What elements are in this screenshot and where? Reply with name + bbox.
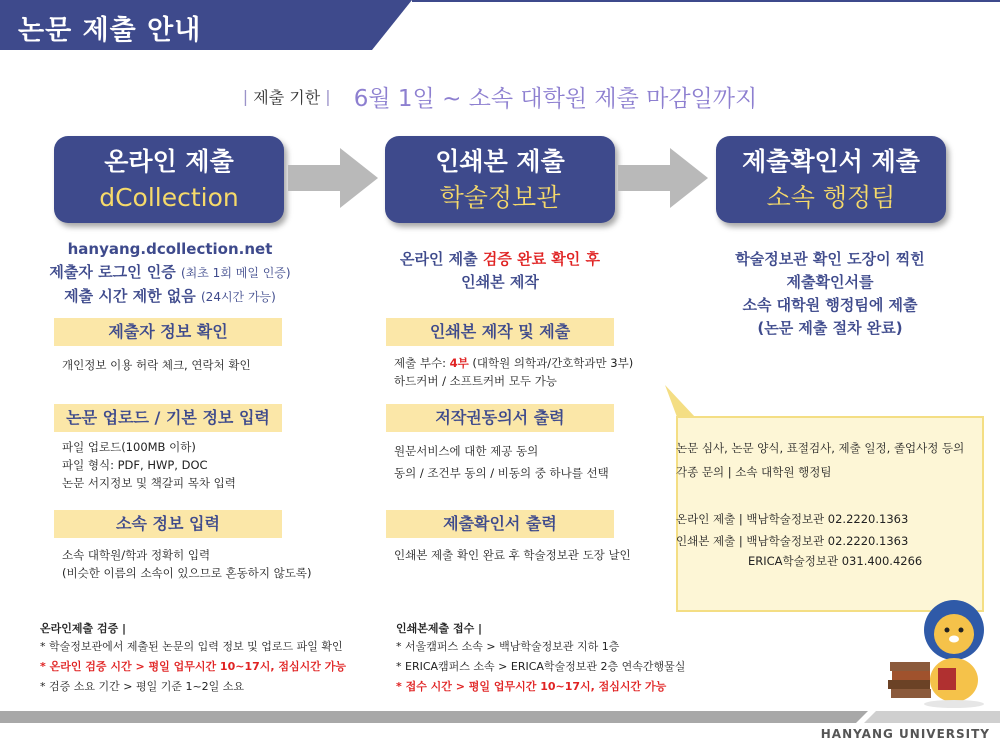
- detail-line: 개인정보 이용 허락 체크, 연락처 확인: [62, 358, 251, 372]
- lion-mascot-icon: [888, 590, 998, 710]
- step-confirmation-print-detail: [394, 546, 631, 564]
- stage-subtitle: 학술정보관: [439, 183, 561, 212]
- deadline-label: 제출 기한: [253, 88, 321, 107]
- step-copyright-form-detail: [394, 440, 609, 484]
- print-description: [365, 248, 635, 294]
- confirm-desc-line3: 소속 대학원 행정팀에 제출: [742, 296, 918, 314]
- detail-line: 소속 대학원/학과 정확히 입력: [62, 548, 211, 562]
- detail-line: 원문서비스에 대한 제공 동의: [394, 444, 539, 458]
- confirm-desc-line4: (논문 제출 절차 완료): [757, 319, 903, 337]
- stage-online-submission: [54, 136, 284, 223]
- stage-subtitle: 소속 행정팀: [766, 183, 896, 212]
- reception-line: * ERICA캠퍼스 소속 > ERICA학술정보관 2층 연속간행물실: [396, 660, 686, 673]
- detail-line: 논문 서지정보 및 책갈피 목차 입력: [62, 476, 236, 490]
- stage-title: 온라인 제출: [104, 147, 234, 176]
- confirm-desc-line1: 학술정보관 확인 도장이 찍힌: [735, 250, 925, 268]
- contact-print: 인쇄본 제출 | 백남학술정보관 02.2220.1363: [676, 534, 909, 548]
- detail-line: (비슷한 이름의 소속이 있으므로 혼동하지 않도록): [62, 566, 312, 580]
- stage-title: 제출확인서 제출: [742, 147, 920, 176]
- stage-title: 인쇄본 제출: [435, 147, 565, 176]
- print-desc-pre: 온라인 제출: [399, 250, 483, 268]
- contact-line1: 논문 심사, 논문 양식, 표절검사, 제출 일정, 졸업사정 등의: [676, 441, 965, 455]
- login-auth-note: (최초 1회 메일 인증): [181, 266, 291, 280]
- confirm-desc-line2: 제출확인서를: [786, 273, 874, 291]
- verification-line: * 검증 소요 기간 > 평일 기준 1~2일 소요: [40, 680, 245, 693]
- step-submitter-info-detail: [62, 356, 251, 374]
- step-copyright-form: 저작권동의서 출력: [386, 404, 614, 432]
- verification-line: * 온라인 검증 시간 > 평일 업무시간 10~17시, 점심시간 가능: [40, 660, 346, 673]
- arrow-right-icon: [618, 148, 708, 208]
- arrow-right-icon: [288, 148, 378, 208]
- step-submitter-info: 제출자 정보 확인: [54, 318, 282, 346]
- time-limit-text: 제출 시간 제한 없음: [64, 287, 196, 305]
- step-print-production: 인쇄본 제작 및 제출: [386, 318, 614, 346]
- step-print-production-detail: [394, 354, 633, 390]
- deadline: | 제출 기한 | 6월 1일 ~ 소속 대학원 제출 마감일까지: [242, 86, 758, 112]
- time-limit-note: (24시간 가능): [201, 290, 276, 304]
- print-desc-highlight: 검증 완료 확인 후: [482, 250, 600, 268]
- stage-subtitle: dCollection: [99, 183, 239, 212]
- stage-confirmation-submission: [716, 136, 946, 223]
- copies-count: 4부: [449, 356, 469, 370]
- page-title: 논문 제출 안내: [18, 15, 202, 46]
- login-auth-text: 제출자 로그인 인증: [49, 263, 176, 281]
- detail-line: 하드커버 / 소프트커버 모두 가능: [394, 374, 557, 388]
- contact-online: 온라인 제출 | 백남학술정보관 02.2220.1363: [676, 512, 909, 526]
- confirmation-description: [700, 248, 960, 340]
- detail-line: 파일 업로드(100MB 이하): [62, 440, 196, 454]
- verification-heading: 온라인제출 검증 |: [40, 622, 127, 635]
- dcollection-url[interactable]: hanyang.dcollection.net: [67, 240, 273, 258]
- step-upload-detail: [62, 438, 236, 492]
- detail-line: 파일 형식: PDF, HWP, DOC: [62, 458, 208, 472]
- deadline-value: 6월 1일 ~ 소속 대학원 제출 마감일까지: [353, 86, 758, 112]
- detail-line: 동의 / 조건부 동의 / 비동의 중 하나를 선택: [394, 466, 609, 480]
- print-desc-line2: 인쇄본 제작: [461, 273, 539, 291]
- stage-print-submission: [385, 136, 615, 223]
- footer-bar: [0, 711, 1000, 723]
- contact-erica: ERICA학술정보관 031.400.4266: [748, 554, 923, 568]
- step-affiliation-detail: [62, 546, 311, 582]
- detail-line: 인쇄본 제출 확인 완료 후 학술정보관 도장 날인: [394, 548, 631, 562]
- university-brand: HANYANG UNIVERSITY: [820, 727, 990, 741]
- copies-label: 제출 부수:: [394, 356, 450, 370]
- contact-line2: 각종 문의 | 소속 대학원 행정팀: [676, 465, 832, 479]
- online-description: [30, 238, 310, 309]
- verification-line: * 학술정보관에서 제출된 논문의 입력 정보 및 업로드 파일 확인: [40, 640, 343, 653]
- step-confirmation-print: 제출확인서 출력: [386, 510, 614, 538]
- reception-line: * 서울캠퍼스 소속 > 백남학술정보관 지하 1층: [396, 640, 620, 653]
- step-upload: 논문 업로드 / 기본 정보 입력: [54, 404, 282, 432]
- step-affiliation: 소속 정보 입력: [54, 510, 282, 538]
- reception-line: * 접수 시간 > 평일 업무시간 10~17시, 점심시간 가능: [396, 680, 667, 693]
- reception-heading: 인쇄본제출 접수 |: [396, 622, 483, 635]
- copies-note: (대학원 의학과/간호학과만 3부): [468, 356, 634, 370]
